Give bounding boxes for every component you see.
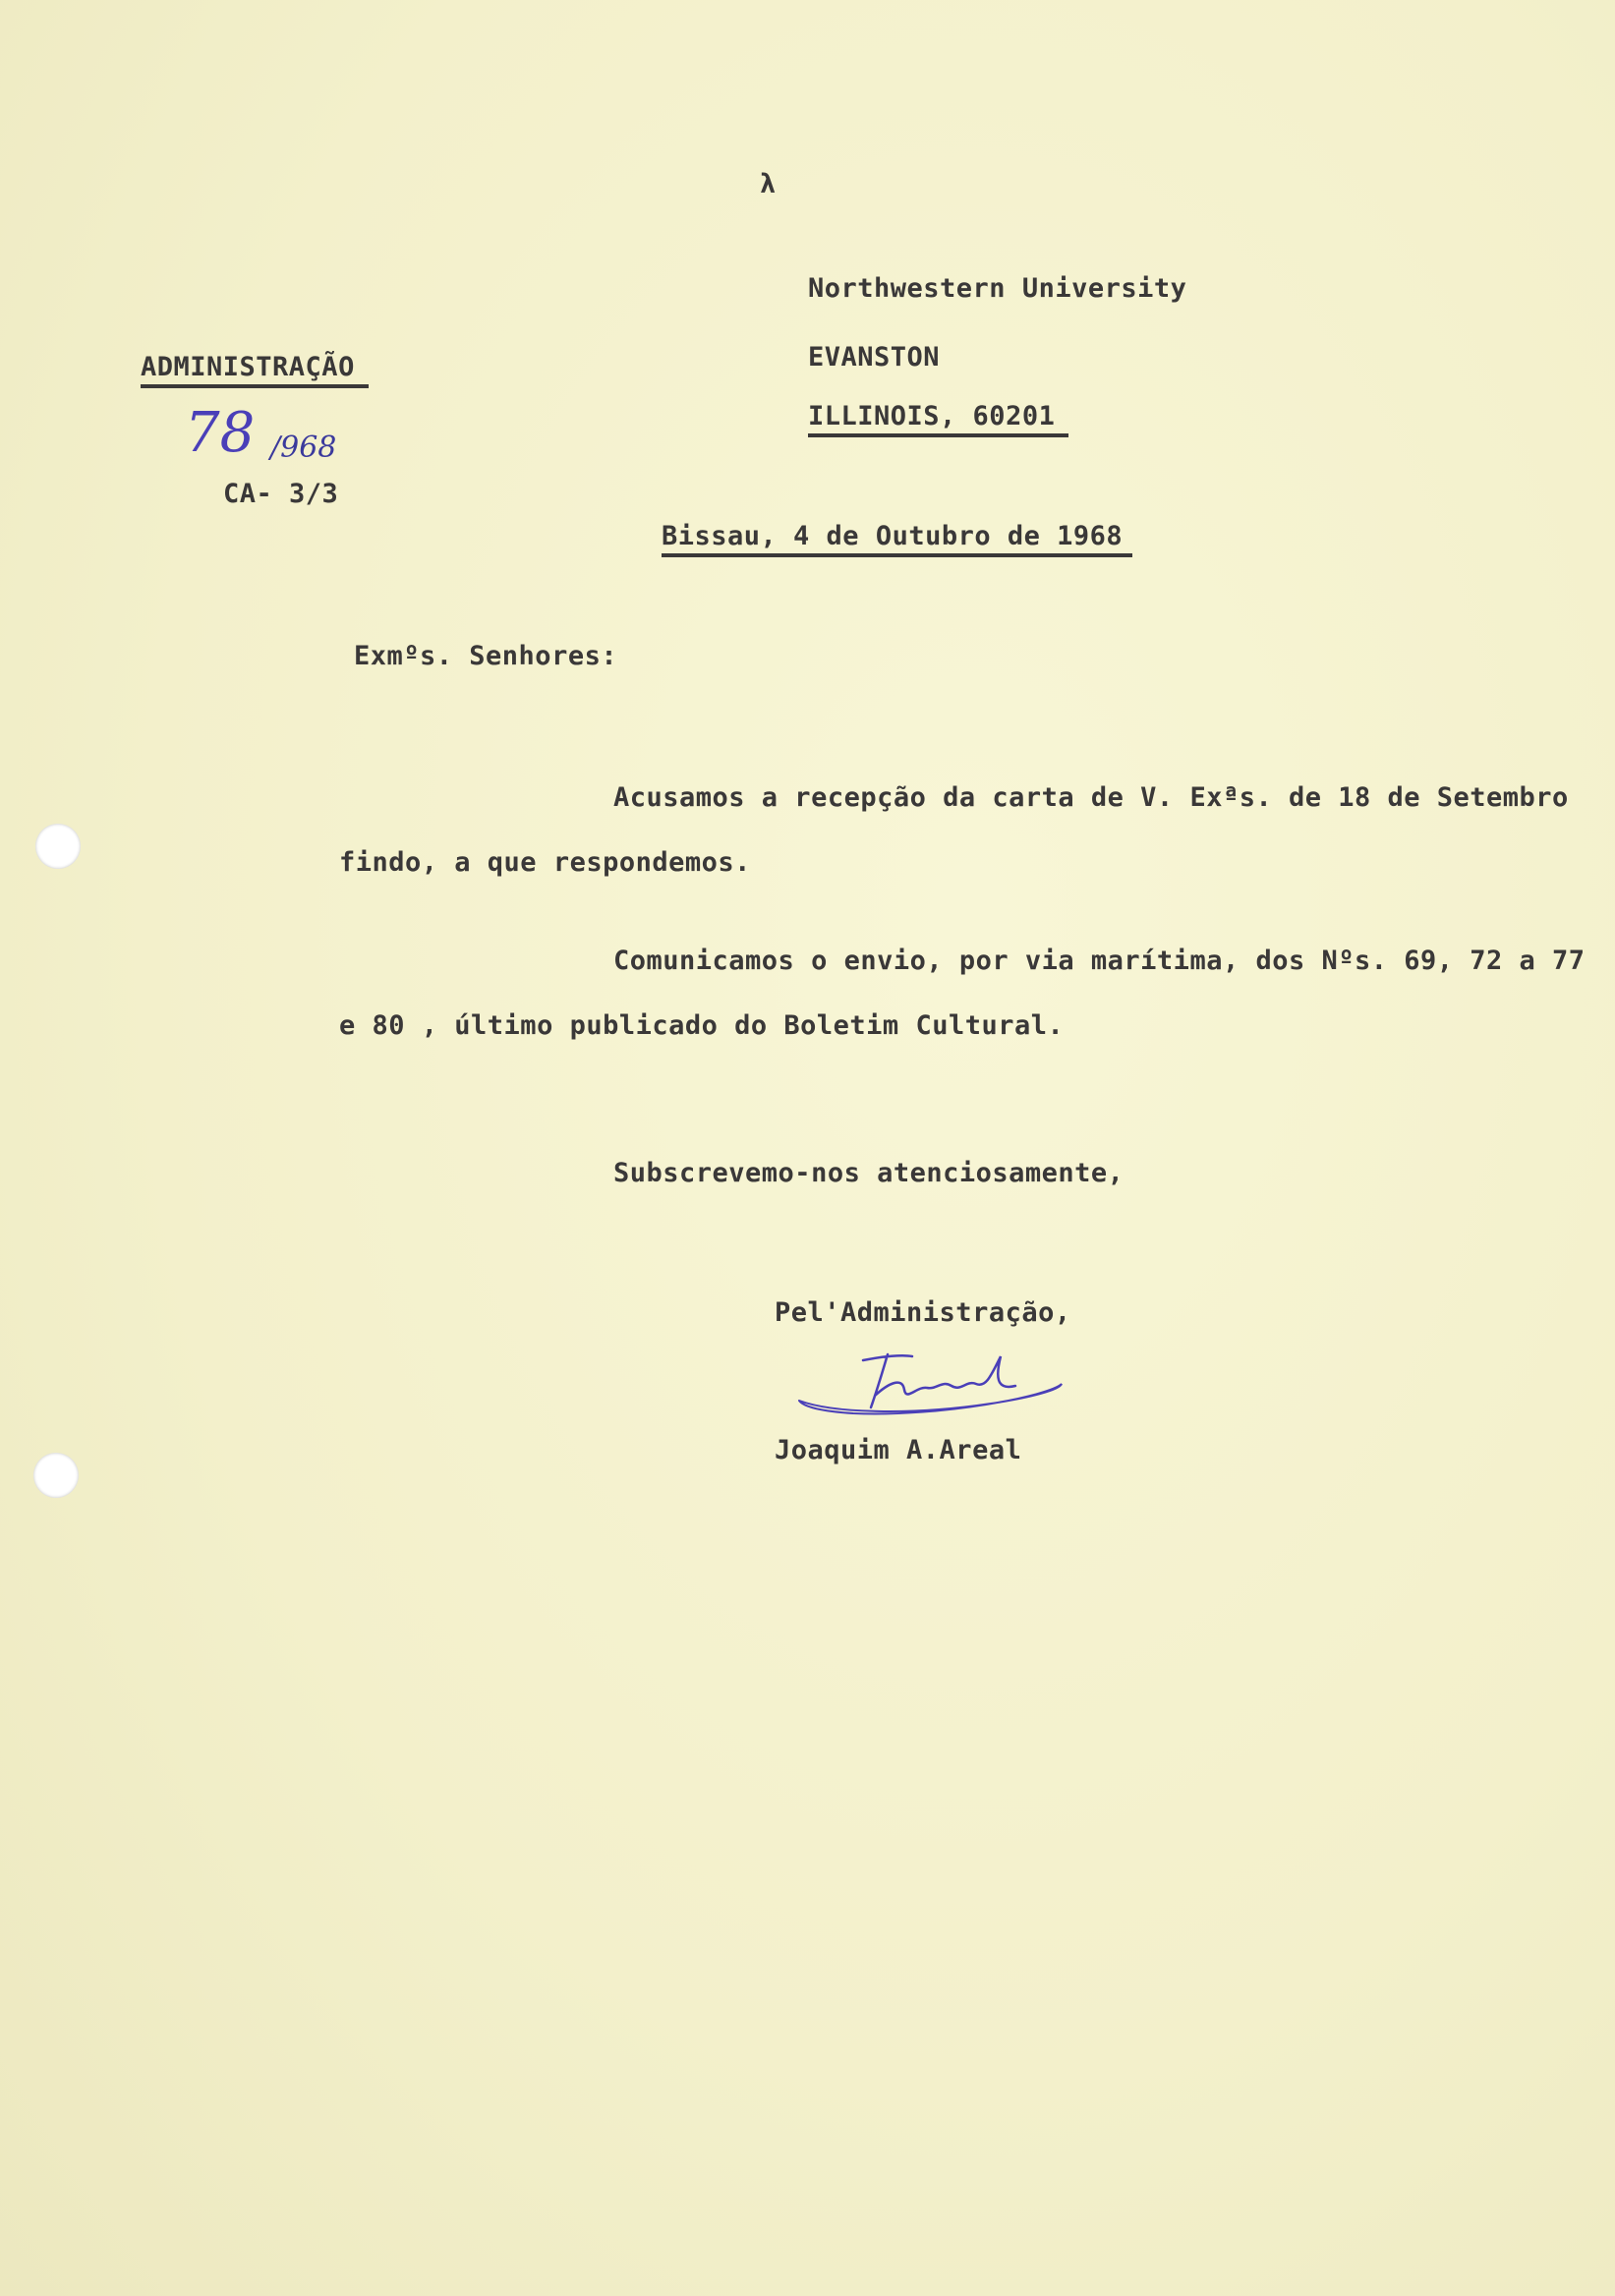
paragraph-1-line-1: Acusamos a recepção da carta de V. Exªs. de 18 de Setembro — [613, 782, 1569, 813]
recipient-state-zip: ILLINOIS, 60201 — [808, 401, 1068, 437]
top-mark: λ — [760, 169, 777, 200]
date-line: Bissau, 4 de Outubro de 1968 — [662, 521, 1132, 557]
reference-code: CA- 3/3 — [223, 479, 339, 509]
salutation: Exmºs. Senhores: — [354, 641, 618, 671]
department-heading: ADMINISTRAÇÃO — [141, 352, 369, 388]
handwritten-number: 78 — [185, 401, 256, 465]
punch-hole-top — [35, 824, 81, 869]
year-suffix: /968 — [270, 430, 337, 465]
paragraph-2-line-1: Comunicamos o envio, por via marítima, dos Nºs. 69, 72 a 77 — [613, 946, 1586, 976]
paragraph-2-line-2: e 80 , último publicado do Boletim Cultural. — [339, 1010, 1065, 1041]
punch-hole-bottom — [33, 1453, 79, 1498]
handwritten-signature — [794, 1347, 1089, 1425]
on-behalf-line: Pel'Administração, — [775, 1297, 1071, 1328]
paragraph-1-line-2: findo, a que respondemos. — [339, 847, 751, 878]
recipient-city: EVANSTON — [808, 342, 941, 373]
recipient-name: Northwestern University — [808, 273, 1187, 304]
signatory-name: Joaquim A.Areal — [775, 1435, 1022, 1465]
closing-line: Subscrevemo-nos atenciosamente, — [613, 1158, 1125, 1188]
